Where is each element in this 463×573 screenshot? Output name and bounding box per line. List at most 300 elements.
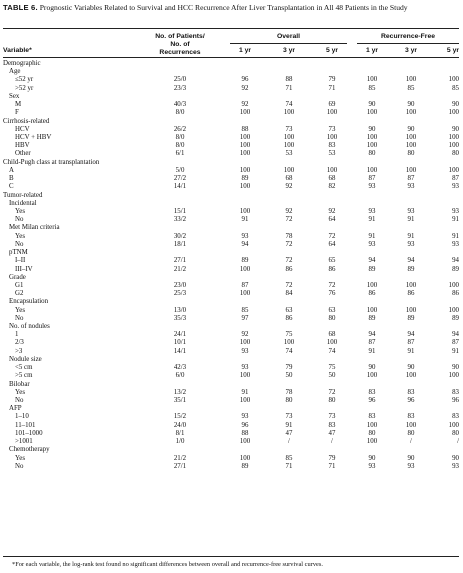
table-row [3, 257, 459, 265]
header-overall-3yr: 3 yr [282, 47, 296, 54]
cell-overall-5yr: 100 [326, 166, 338, 174]
row-label: ≤52 yr [15, 76, 34, 84]
cell-overall-3yr: 86 [285, 265, 293, 273]
cell-rf-1yr: 91 [368, 232, 376, 240]
cell-overall-3yr: 100 [283, 142, 295, 150]
row-label: C [9, 183, 14, 191]
cell-rf-1yr: 100 [366, 76, 378, 84]
cell-rf-5yr: 93 [452, 207, 459, 215]
table-row [3, 241, 459, 249]
cell-overall-5yr: 76 [328, 290, 336, 298]
cell-patients: 14/1 [173, 347, 187, 355]
cell-overall-1yr: 92 [241, 84, 249, 92]
cell-rf-3yr: 94 [407, 257, 415, 265]
cell-overall-1yr: 100 [239, 454, 251, 462]
cell-overall-5yr: 73 [328, 413, 336, 421]
cell-rf-5yr: 100 [448, 142, 459, 150]
cell-overall-1yr: 96 [241, 421, 249, 429]
cell-overall-3yr: 73 [285, 125, 293, 133]
cell-rf-1yr: 80 [368, 429, 376, 437]
row-label: Bilobar [9, 380, 30, 388]
cell-rf-3yr: 93 [407, 207, 415, 215]
cell-patients: 6/1 [175, 150, 185, 158]
cell-rf-5yr: 100 [448, 281, 459, 289]
cell-patients: 21/2 [173, 454, 187, 462]
cell-rf-1yr: 93 [368, 207, 376, 215]
cell-overall-3yr: 100 [283, 109, 295, 117]
cell-overall-3yr: 71 [285, 462, 293, 470]
cell-overall-5yr: 72 [328, 388, 336, 396]
table-row [3, 183, 459, 191]
cell-rf-5yr: 93 [452, 462, 459, 470]
cell-overall-1yr: 100 [239, 438, 251, 446]
cell-rf-5yr: 100 [448, 372, 459, 380]
cell-overall-1yr: 89 [241, 175, 249, 183]
cell-rf-3yr: 89 [407, 265, 415, 273]
cell-overall-5yr: 68 [328, 175, 336, 183]
cell-overall-3yr: 53 [285, 150, 293, 158]
cell-rf-5yr: 94 [452, 257, 459, 265]
cell-overall-1yr: 100 [239, 397, 251, 405]
table-group-row [3, 93, 459, 101]
cell-patients: 23/3 [173, 84, 187, 92]
cell-rf-3yr: 100 [405, 133, 417, 141]
cell-rf-1yr: 83 [368, 413, 376, 421]
cell-overall-5yr: 80 [328, 397, 336, 405]
cell-overall-1yr: 100 [239, 290, 251, 298]
cell-overall-3yr: 88 [285, 76, 293, 84]
cell-patients: 14/1 [173, 183, 187, 191]
cell-rf-3yr: 100 [405, 421, 417, 429]
table-group-row [3, 446, 459, 454]
header-patients-line1: No. of Patients/ [155, 33, 205, 40]
header-rf-5yr: 5 yr [446, 47, 459, 54]
cell-rf-1yr: 90 [368, 454, 376, 462]
cell-patients: 42/3 [173, 364, 187, 372]
cell-overall-1yr: 92 [241, 331, 249, 339]
table-group-row [3, 159, 459, 167]
cell-rf-5yr: 90 [452, 101, 459, 109]
cell-overall-3yr: 92 [285, 183, 293, 191]
table-row [3, 364, 459, 372]
row-label: Yes [15, 388, 26, 396]
cell-patients: 13/0 [173, 306, 187, 314]
cell-rf-3yr: 87 [407, 175, 415, 183]
table-group-row [3, 224, 459, 232]
cell-patients: 23/0 [173, 281, 187, 289]
cell-overall-1yr: 100 [239, 142, 251, 150]
row-label: Demographic [3, 60, 41, 67]
cell-rf-5yr: 80 [452, 429, 459, 437]
table-row [3, 85, 459, 93]
cell-patients: 35/3 [173, 314, 187, 322]
table-group-row [3, 60, 459, 68]
row-label: No. of nodules [9, 323, 50, 331]
table-row [3, 397, 459, 405]
cell-overall-1yr: 89 [241, 462, 249, 470]
cell-overall-1yr: 92 [241, 101, 249, 109]
row-label: M [15, 101, 22, 109]
cell-rf-3yr: 100 [405, 281, 417, 289]
cell-rf-3yr: 93 [407, 183, 415, 191]
table-row [3, 76, 459, 84]
cell-patients: 8/1 [175, 429, 185, 437]
cell-overall-5yr: 82 [328, 183, 336, 191]
cell-rf-5yr: 100 [448, 76, 459, 84]
table-footnote: *For each variable, the log-rank test found no significant differences between overall and recurrence-free survival curves. [12, 561, 323, 568]
cell-overall-5yr: 80 [328, 314, 336, 322]
table-row [3, 422, 459, 430]
cell-overall-1yr: 100 [239, 166, 251, 174]
cell-rf-1yr: 100 [366, 142, 378, 150]
cell-rf-3yr: 96 [407, 397, 415, 405]
cell-rf-5yr: 91 [452, 216, 459, 224]
cell-rf-1yr: 100 [366, 438, 378, 446]
cell-rf-3yr: 100 [405, 109, 417, 117]
cell-overall-3yr: 74 [285, 101, 293, 109]
row-label: A [9, 166, 14, 174]
cell-rf-1yr: 91 [368, 347, 376, 355]
cell-rf-1yr: 100 [366, 109, 378, 117]
header-variable: Variable* [3, 47, 32, 54]
cell-rf-5yr: 100 [448, 109, 459, 117]
row-label: pTNM [9, 249, 28, 257]
cell-patients: 8/0 [175, 142, 185, 150]
cell-patients: 25/3 [173, 290, 187, 298]
cell-rf-5yr: 86 [452, 290, 459, 298]
cell-rf-3yr: 90 [407, 125, 415, 133]
table-group-row [3, 274, 459, 282]
row-label: Met Milan criteria [9, 224, 60, 232]
row-label: Grade [9, 273, 26, 281]
cell-rf-3yr: 94 [407, 331, 415, 339]
cell-overall-3yr: 72 [285, 240, 293, 248]
cell-rf-5yr: 91 [452, 232, 459, 240]
table-group-row [3, 405, 459, 413]
cell-overall-5yr: 53 [328, 150, 336, 158]
cell-overall-3yr: 78 [285, 232, 293, 240]
cell-rf-5yr: 100 [448, 166, 459, 174]
cell-overall-5yr: 71 [328, 462, 336, 470]
row-label: Other [15, 150, 31, 158]
cell-rf-3yr: 93 [407, 240, 415, 248]
row-label: No [15, 216, 24, 224]
cell-rf-3yr: 86 [407, 290, 415, 298]
cell-overall-3yr: 100 [283, 133, 295, 141]
cell-patients: 15/1 [173, 207, 187, 215]
cell-overall-5yr: 65 [328, 257, 336, 265]
table-row [3, 233, 459, 241]
cell-overall-1yr: 94 [241, 240, 249, 248]
table-row [3, 463, 459, 471]
cell-overall-1yr: 100 [239, 265, 251, 273]
table-row [3, 438, 459, 446]
cell-overall-3yr: 73 [285, 413, 293, 421]
cell-overall-3yr: 72 [285, 257, 293, 265]
cell-rf-3yr: 100 [405, 76, 417, 84]
cell-rf-1yr: 100 [366, 166, 378, 174]
table-group-row [3, 118, 459, 126]
row-label: >3 [15, 347, 23, 355]
table-group-row [3, 200, 459, 208]
cell-rf-3yr: 89 [407, 314, 415, 322]
row-label: 2/3 [15, 339, 24, 347]
row-label: Encapsulation [9, 298, 49, 306]
cell-overall-1yr: 100 [239, 207, 251, 215]
row-label: >1001 [15, 438, 33, 446]
row-label: Nodule size [9, 355, 42, 363]
cell-overall-3yr: 85 [285, 454, 293, 462]
header-rf-3yr: 3 yr [404, 47, 418, 54]
cell-overall-5yr: 100 [326, 339, 338, 347]
row-label: Yes [15, 454, 26, 462]
cell-rf-5yr: 87 [452, 175, 459, 183]
cell-overall-5yr: 71 [328, 84, 336, 92]
table-number: TABLE 6. [3, 3, 38, 12]
cell-overall-5yr: 100 [326, 109, 338, 117]
table-row [3, 126, 459, 134]
cell-patients: 26/2 [173, 125, 187, 133]
cell-overall-3yr: 100 [283, 166, 295, 174]
cell-rf-5yr: 90 [452, 454, 459, 462]
cell-rf-5yr: 85 [452, 84, 459, 92]
cell-patients: 24/1 [173, 331, 187, 339]
row-label: B [9, 175, 14, 183]
header-overall-1yr: 1 yr [238, 47, 252, 54]
row-label: No [15, 462, 24, 470]
cell-overall-5yr: 64 [328, 216, 336, 224]
header-overall: Overall [276, 33, 301, 40]
cell-rf-5yr: 94 [452, 331, 459, 339]
cell-patients: 35/1 [173, 397, 187, 405]
cell-overall-3yr: 47 [285, 429, 293, 437]
cell-overall-1yr: 93 [241, 364, 249, 372]
cell-rf-3yr: 83 [407, 388, 415, 396]
row-label: AFP [9, 405, 22, 413]
row-label: I–II [15, 257, 26, 265]
table-row [3, 266, 459, 274]
cell-rf-1yr: 80 [368, 150, 376, 158]
cell-overall-5yr: 50 [328, 372, 336, 380]
cell-rf-5yr: 91 [452, 347, 459, 355]
cell-rf-3yr: 91 [407, 347, 415, 355]
bottom-rule [3, 556, 459, 557]
cell-rf-3yr: 91 [407, 232, 415, 240]
cell-rf-5yr: 83 [452, 413, 459, 421]
header-patients-line3: Recurrences [159, 49, 201, 56]
cell-rf-5yr: 90 [452, 125, 459, 133]
row-label: F [15, 109, 19, 117]
cell-rf-5yr: 93 [452, 240, 459, 248]
cell-patients: 15/2 [173, 413, 187, 421]
row-label: No [15, 397, 24, 405]
cell-rf-3yr: 83 [407, 413, 415, 421]
header-recurrence-free: Recurrence-Free [380, 33, 436, 40]
header-patients [116, 33, 244, 57]
cell-rf-3yr: 90 [407, 454, 415, 462]
cell-overall-1yr: 87 [241, 281, 249, 289]
row-label: No [15, 240, 24, 248]
cell-overall-1yr: 96 [241, 76, 249, 84]
cell-overall-3yr: 80 [285, 397, 293, 405]
cell-rf-1yr: 87 [368, 339, 376, 347]
cell-overall-5yr: 79 [328, 454, 336, 462]
cell-rf-1yr: 100 [366, 281, 378, 289]
cell-overall-1yr: 93 [241, 347, 249, 355]
top-rule [3, 28, 459, 29]
cell-patients: 5/0 [175, 166, 185, 174]
table-group-row [3, 68, 459, 76]
cell-rf-3yr: 100 [405, 142, 417, 150]
table-row [3, 372, 459, 380]
cell-overall-5yr: 86 [328, 265, 336, 273]
cell-overall-5yr: 74 [328, 347, 336, 355]
table-group-row [3, 381, 459, 389]
cell-patients: 27/2 [173, 175, 187, 183]
cell-overall-1yr: 100 [239, 372, 251, 380]
row-label: 1 [15, 331, 19, 339]
table-group-row [3, 298, 459, 306]
table-row [3, 142, 459, 150]
cell-rf-5yr: 96 [452, 397, 459, 405]
cell-rf-1yr: 91 [368, 216, 376, 224]
table-group-row [3, 192, 459, 200]
row-label: G1 [15, 281, 24, 289]
table-row [3, 167, 459, 175]
cell-overall-5yr: 73 [328, 125, 336, 133]
cell-overall-5yr: 63 [328, 306, 336, 314]
cell-overall-1yr: 91 [241, 388, 249, 396]
row-label: 11–101 [15, 421, 36, 429]
table-row [3, 175, 459, 183]
table-group-row [3, 249, 459, 257]
cell-patients: 6/0 [175, 372, 185, 380]
row-label: 1–10 [15, 413, 29, 421]
row-label: HCV [15, 125, 30, 133]
table-title: Prognostic Variables Related to Survival and HCC Recurrence After Liver Transplantation in All 48 Patients in the Study [39, 3, 408, 12]
cell-rf-3yr: 100 [405, 306, 417, 314]
row-label: Yes [15, 232, 26, 240]
table-row [3, 216, 459, 224]
cell-overall-3yr: / [288, 438, 290, 446]
cell-overall-1yr: 91 [241, 216, 249, 224]
cell-overall-5yr: 83 [328, 142, 336, 150]
table-group-row [3, 323, 459, 331]
table-row [3, 307, 459, 315]
table-caption [3, 3, 459, 13]
cell-patients: 40/3 [173, 101, 187, 109]
table-row [3, 109, 459, 117]
table-row [3, 430, 459, 438]
cell-overall-3yr: 72 [285, 281, 293, 289]
cell-overall-5yr: 75 [328, 364, 336, 372]
cell-rf-1yr: 100 [366, 133, 378, 141]
row-label: Child-Pugh class at transplantation [3, 158, 100, 166]
cell-rf-3yr: 100 [405, 372, 417, 380]
cell-patients: 24/0 [173, 421, 187, 429]
row-label: Yes [15, 306, 26, 314]
cell-rf-1yr: 93 [368, 240, 376, 248]
cell-rf-1yr: 85 [368, 84, 376, 92]
cell-rf-1yr: 96 [368, 397, 376, 405]
row-label: G2 [15, 290, 24, 298]
table-row [3, 101, 459, 109]
cell-overall-3yr: 100 [283, 339, 295, 347]
cell-overall-1yr: 100 [239, 183, 251, 191]
cell-rf-1yr: 87 [368, 175, 376, 183]
header-overall-5yr: 5 yr [325, 47, 339, 54]
cell-rf-1yr: 93 [368, 462, 376, 470]
cell-overall-1yr: 88 [241, 125, 249, 133]
header-patients-line2: No. of [170, 41, 190, 48]
cell-patients: 10/1 [173, 339, 187, 347]
cell-overall-5yr: / [331, 438, 333, 446]
cell-patients: 25/0 [173, 76, 187, 84]
row-label: Chemotherapy [9, 446, 50, 454]
cell-rf-3yr: 85 [407, 84, 415, 92]
cell-patients: 8/0 [175, 109, 185, 117]
cell-rf-5yr: 89 [452, 265, 459, 273]
cell-patients: 8/0 [175, 133, 185, 141]
cell-overall-1yr: 100 [239, 339, 251, 347]
cell-rf-5yr: 89 [452, 314, 459, 322]
cell-overall-5yr: 72 [328, 281, 336, 289]
cell-overall-1yr: 85 [241, 306, 249, 314]
cell-rf-3yr: 91 [407, 216, 415, 224]
row-label: 101–1000 [15, 429, 43, 437]
cell-rf-5yr: / [457, 438, 459, 446]
row-label: HCV + HBV [15, 133, 52, 141]
cell-overall-5yr: 92 [328, 207, 336, 215]
cell-overall-1yr: 89 [241, 257, 249, 265]
cell-rf-3yr: 80 [407, 429, 415, 437]
cell-overall-3yr: 92 [285, 207, 293, 215]
header-rule [3, 57, 459, 58]
cell-overall-5yr: 72 [328, 232, 336, 240]
cell-overall-3yr: 84 [285, 290, 293, 298]
cell-patients: 27/1 [173, 257, 187, 265]
row-label: HBV [15, 142, 30, 150]
cell-rf-1yr: 94 [368, 331, 376, 339]
cell-rf-1yr: 90 [368, 125, 376, 133]
cell-overall-1yr: 88 [241, 429, 249, 437]
table-row [3, 413, 459, 421]
cell-rf-5yr: 90 [452, 364, 459, 372]
cell-rf-1yr: 90 [368, 364, 376, 372]
cell-rf-3yr: 90 [407, 101, 415, 109]
cell-overall-1yr: 100 [239, 150, 251, 158]
table-row [3, 339, 459, 347]
header-rf-1yr: 1 yr [365, 47, 379, 54]
row-label: Age [9, 68, 21, 76]
cell-patients: 21/2 [173, 265, 187, 273]
cell-rf-1yr: 100 [366, 421, 378, 429]
cell-rf-5yr: 83 [452, 388, 459, 396]
row-label: III–IV [15, 265, 33, 273]
cell-rf-1yr: 83 [368, 388, 376, 396]
cell-overall-3yr: 74 [285, 347, 293, 355]
cell-rf-3yr: 80 [407, 150, 415, 158]
cell-patients: 33/2 [173, 216, 187, 224]
row-label: <5 cm [15, 364, 33, 372]
cell-rf-5yr: 100 [448, 133, 459, 141]
cell-rf-3yr: / [410, 438, 412, 446]
cell-overall-5yr: 83 [328, 421, 336, 429]
cell-overall-3yr: 50 [285, 372, 293, 380]
cell-patients: 1/0 [175, 438, 185, 446]
table-row [3, 134, 459, 142]
table-row [3, 315, 459, 323]
